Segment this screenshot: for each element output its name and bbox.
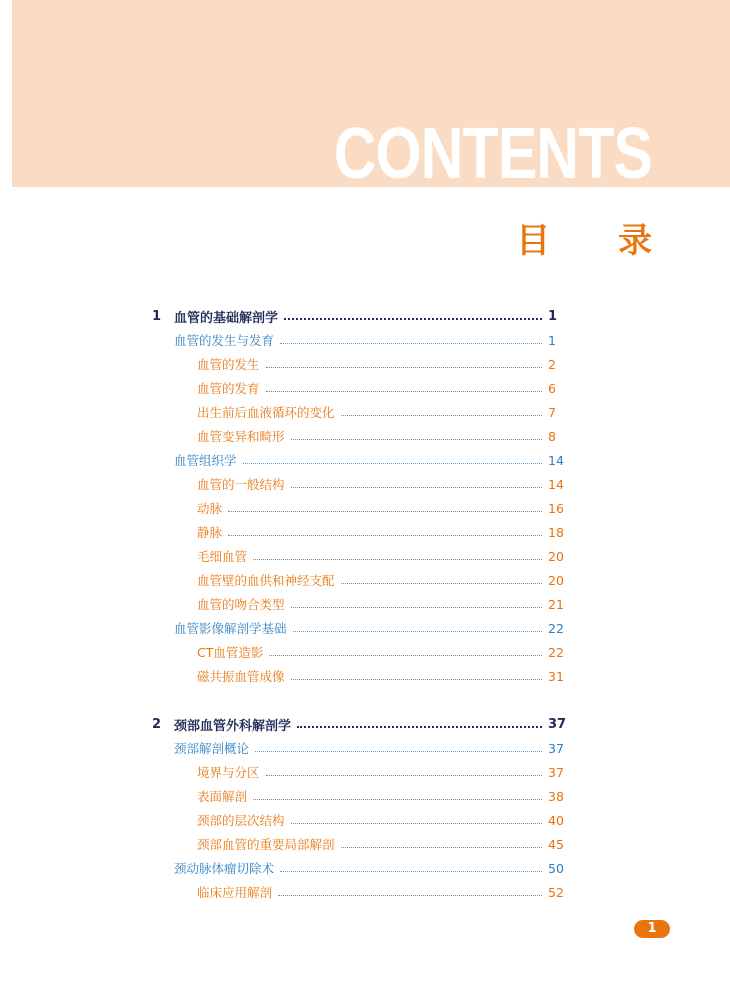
- toc-subsection[interactable]: [197, 498, 572, 518]
- toc-entry-title: 静脉: [197, 525, 223, 540]
- toc-subsection[interactable]: [197, 354, 572, 374]
- toc-subsection[interactable]: [197, 642, 572, 662]
- toc-entry-title: 颈部的层次结构: [197, 813, 285, 828]
- dot-leader: [228, 535, 542, 536]
- dot-leader: [228, 511, 542, 512]
- toc-entry-title: 颈部血管外科解剖学: [174, 718, 292, 734]
- dot-leader: [255, 751, 542, 752]
- toc-subsection[interactable]: [197, 474, 572, 494]
- dot-leader: [291, 823, 542, 824]
- dot-leader: [341, 583, 542, 584]
- dot-leader: [280, 871, 542, 872]
- dot-leader: [341, 415, 542, 416]
- dot-leader: [269, 655, 542, 656]
- toc-page-number: 31: [548, 668, 564, 684]
- dot-leader: [243, 463, 542, 464]
- toc-entry-title: 血管变异和畸形: [197, 429, 285, 444]
- contents-heading: CONTENTS: [333, 114, 652, 194]
- toc-subsection[interactable]: [197, 546, 572, 566]
- toc-page-number: 1: [548, 332, 556, 348]
- dot-leader: [293, 631, 542, 632]
- toc-subsection[interactable]: [197, 570, 572, 590]
- dot-leader: [253, 799, 542, 800]
- toc-page-number: 2: [548, 356, 556, 372]
- toc-chapter[interactable]: [152, 714, 572, 734]
- toc-page-number: 14: [548, 452, 564, 468]
- toc-entry-title: 血管的发生: [197, 357, 260, 372]
- dot-leader: [291, 439, 542, 440]
- toc-subsection[interactable]: [197, 786, 572, 806]
- dot-leader: [297, 726, 542, 728]
- toc-entry-title: 血管的基础解剖学: [174, 310, 279, 326]
- toc-page-number: 45: [548, 836, 564, 852]
- toc-entry-title: 血管组织学: [174, 453, 237, 468]
- toc-subsection[interactable]: [197, 426, 572, 446]
- toc-chapter[interactable]: [152, 306, 572, 326]
- toc-page-number: 37: [548, 740, 564, 756]
- toc-page-number: 40: [548, 812, 564, 828]
- toc-subsection[interactable]: [197, 810, 572, 830]
- toc-section[interactable]: [174, 738, 572, 758]
- dot-leader: [266, 775, 542, 776]
- toc-page-number: 18: [548, 524, 564, 540]
- toc-page-number: 22: [548, 644, 564, 660]
- toc-page-number: 20: [548, 572, 564, 588]
- dot-leader: [341, 847, 542, 848]
- toc-page-number: 20: [548, 548, 564, 564]
- toc-page-number: 1: [548, 308, 558, 324]
- dot-leader: [253, 559, 542, 560]
- toc-chapter-number: 1: [152, 308, 162, 324]
- toc-entry-title: 颈部解剖概论: [174, 741, 250, 756]
- dot-leader: [291, 607, 542, 608]
- toc-page-number: 22: [548, 620, 564, 636]
- toc-page-number: 38: [548, 788, 564, 804]
- toc-entry-title: 血管的发生与发育: [174, 333, 275, 348]
- toc-entry-title: 颈部血管的重要局部解剖: [197, 837, 335, 852]
- toc-entry-title: 动脉: [197, 501, 223, 516]
- dot-leader: [266, 391, 542, 392]
- toc-subsection[interactable]: [197, 522, 572, 542]
- toc-entry-title: 血管的发育: [197, 381, 260, 396]
- toc-entry-title: 血管的吻合类型: [197, 597, 285, 612]
- toc-subsection[interactable]: [197, 666, 572, 686]
- toc-subsection[interactable]: [197, 762, 572, 782]
- page-number-badge: 1: [634, 920, 670, 938]
- toc-page-number: 21: [548, 596, 564, 612]
- toc-entry-title: 临床应用解剖: [197, 885, 273, 900]
- toc-subsection[interactable]: [197, 402, 572, 422]
- toc-entry-title: CT血管造影: [197, 645, 264, 660]
- dot-leader: [291, 679, 542, 680]
- dot-leader: [278, 895, 542, 896]
- toc-page-number: 52: [548, 884, 564, 900]
- toc-section[interactable]: [174, 618, 572, 638]
- toc-page-number: 37: [548, 764, 564, 780]
- toc-entry-title: 血管壁的血供和神经支配: [197, 573, 335, 588]
- toc-chapter-number: 2: [152, 716, 162, 732]
- dot-leader: [280, 343, 542, 344]
- toc-page-number: 37: [548, 716, 567, 732]
- toc-section[interactable]: [174, 858, 572, 878]
- toc-section[interactable]: [174, 450, 572, 470]
- toc-page-number: 6: [548, 380, 556, 396]
- toc-subsection[interactable]: [197, 834, 572, 854]
- dot-leader: [291, 487, 542, 488]
- toc-subsection[interactable]: [197, 882, 572, 902]
- toc-subsection[interactable]: [197, 378, 572, 398]
- toc-subsection[interactable]: [197, 594, 572, 614]
- toc-page-number: 14: [548, 476, 564, 492]
- toc-entry-title: 颈动脉体瘤切除术: [174, 861, 275, 876]
- toc-section[interactable]: [174, 330, 572, 350]
- dot-leader: [266, 367, 542, 368]
- toc-entry-title: 毛细血管: [197, 549, 248, 564]
- toc-page-number: 7: [548, 404, 556, 420]
- toc-entry-title: 磁共振血管成像: [197, 669, 285, 684]
- toc-entry-title: 血管的一般结构: [197, 477, 285, 492]
- toc-entry-title: 血管影像解剖学基础: [174, 621, 287, 636]
- toc-page-number: 50: [548, 860, 564, 876]
- toc-entry-title: 境界与分区: [197, 765, 260, 780]
- toc-page-number: 16: [548, 500, 564, 516]
- dot-leader: [284, 318, 542, 320]
- toc-entry-title: 出生前后血液循环的变化: [197, 405, 335, 420]
- toc-page-number: 8: [548, 428, 556, 444]
- toc-entry-title: 表面解剖: [197, 789, 248, 804]
- chinese-title: 目 录: [516, 221, 680, 261]
